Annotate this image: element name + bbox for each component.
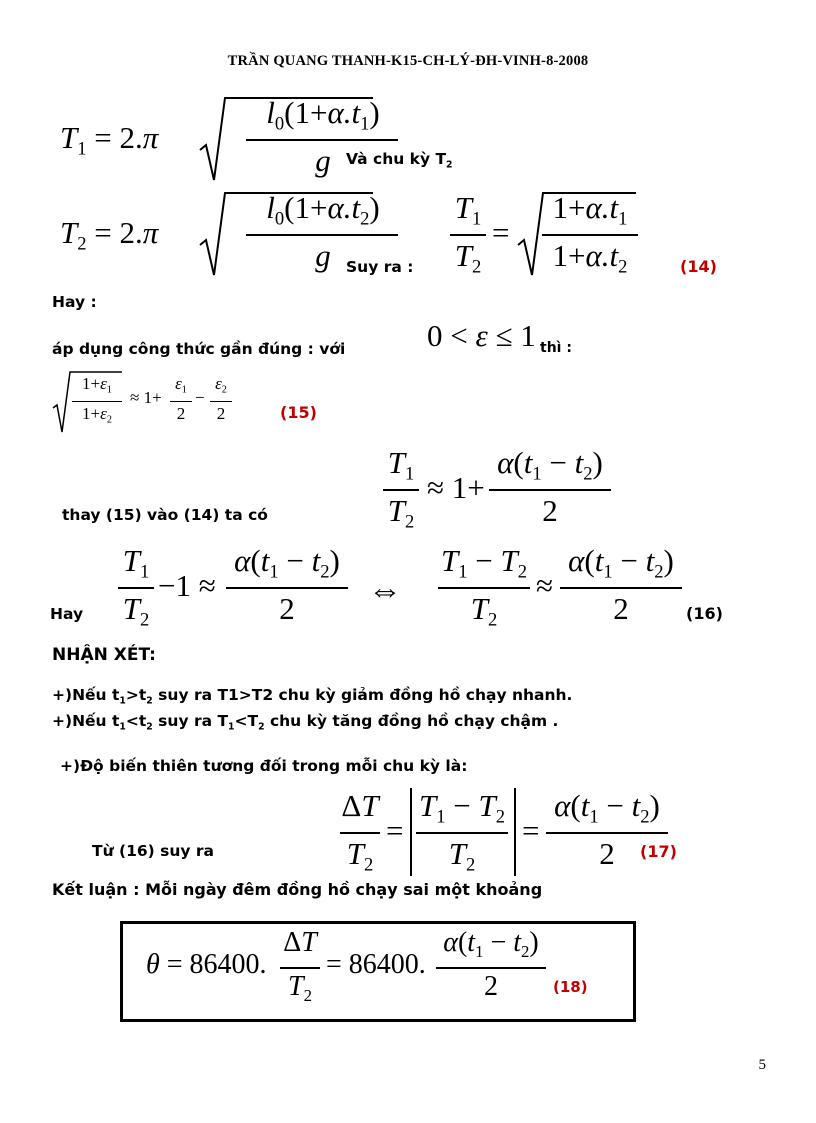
remark-line-2: +)Nếu $t_1<t_2$ suy ra $T_1<T_2$ chu kỳ tăng đồng hồ chạy chậm . [52, 712, 559, 733]
suy-ra-label: Suy ra : [346, 258, 414, 276]
equation-t1: $T_1 = 2.\pi$ $l_0(1+\alpha.t_1)$ g [60, 95, 360, 185]
approx-formula-15: $1+\varepsilon_1$ $1+\varepsilon_2$ ≈ 1+ $\varepsilon_1$ 2 − $\varepsilon_2$ 2 [52, 370, 272, 440]
relative-variation-text: +)Độ biến thiên tương đối trong mỗi chu kỳ là: [60, 757, 468, 775]
conclusion-text: Kết luận : Mỗi ngày đêm đồng hồ chạy sai một khoảng [52, 880, 543, 899]
equation-17: ΔT $T_2$ = $T_1 - T_2$ $T_2$ = $\alpha(t_1 - t_2)$ 2 [340, 788, 660, 883]
page-number: 5 [758, 1057, 766, 1073]
equation-approx-ratio: $T_1$ $T_2$ ≈ 1+ $\alpha(t_1 - t_2)$ 2 [383, 445, 623, 540]
eq-label-14: (14) [680, 257, 717, 276]
equation-18: θ = 86400. ΔT $T_2$ = 86400. $\alpha(t_1 - t_2)$ 2 [146, 927, 586, 1017]
eq-label-17: (17) [640, 842, 677, 861]
equation-ratio-14: $T_1$ $T_2$ = $1+\alpha.t_1$ $1+\alpha.t_2$ [450, 190, 650, 285]
eq-label-18: (18) [553, 978, 588, 996]
equation-t2: $T_2 = 2.\pi$ $l_0(1+\alpha.t_2)$ g [60, 190, 360, 280]
page-header: TRẦN QUANG THANH-K15-CH-LÝ-ĐH-VINH-8-2008 [227, 53, 589, 69]
thi-label: thì : [540, 340, 572, 356]
hay-label-2: Hay [50, 605, 84, 623]
tu-16-text: Từ (16) suy ra [92, 842, 215, 860]
eq-label-16: (16) [686, 604, 723, 623]
equation-16-right: $T_1 - T_2$ $T_2$ ≈ $\alpha(t_1 - t_2)$ 2 [438, 543, 688, 638]
equivalence-symbol: ⇔ [368, 572, 402, 609]
and-period-t2: Và chu kỳ $T_2$ [346, 150, 453, 171]
eq-label-15: (15) [280, 403, 317, 422]
remark-heading: NHẬN XÉT: [52, 645, 156, 665]
thay-text: thay (15) vào (14) ta có [62, 506, 268, 524]
equation-16-left: $T_1$ $T_2$ −1 ≈ $\alpha(t_1 - t_2)$ 2 [118, 543, 358, 638]
epsilon-condition: 0 < ε ≤ 1 [427, 318, 536, 353]
apply-formula-text: áp dụng công thức gần đúng : với [52, 340, 346, 358]
hay-label-1: Hay : [52, 293, 97, 311]
remark-line-1: +)Nếu $t_1>t_2$ suy ra T1>T2 chu kỳ giảm đồng hồ chạy nhanh. [52, 686, 573, 707]
